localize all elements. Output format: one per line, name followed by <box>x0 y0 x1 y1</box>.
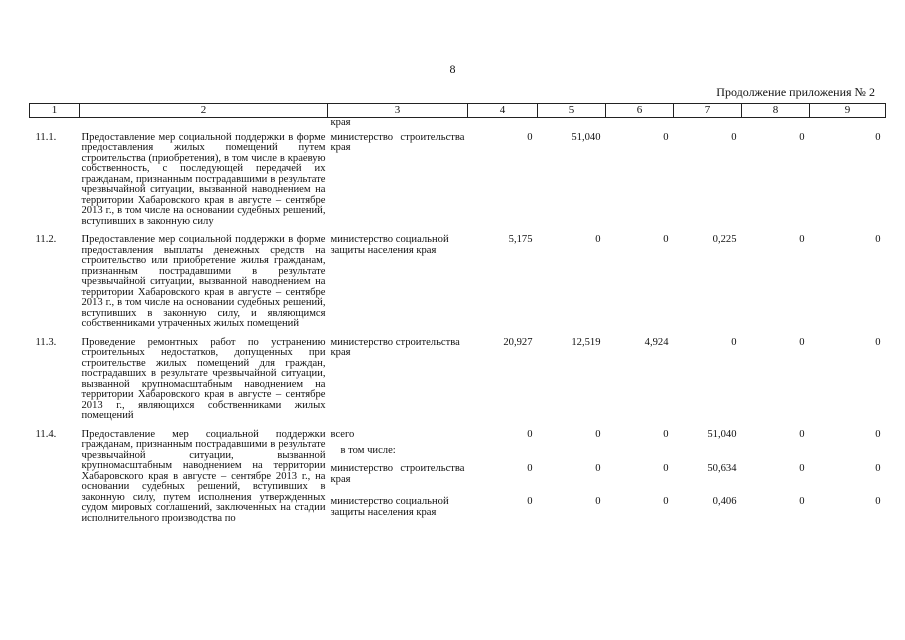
value-cell: 5,175 <box>508 234 533 245</box>
col-header-7: 7 <box>674 104 742 118</box>
col-header-1: 1 <box>30 104 80 118</box>
including-label: в том числе: <box>340 444 396 456</box>
value-cell: 0 <box>595 496 601 508</box>
value-cell: 0 <box>663 463 669 475</box>
row-executor: министерство социальной защиты населения края <box>330 234 449 256</box>
row-executor: министерство социальной защиты населения края <box>330 496 449 518</box>
col-header-4: 4 <box>468 104 538 118</box>
row-executor-total: всего <box>330 428 355 440</box>
value-cell: 0 <box>595 463 601 475</box>
col-header-3: 3 <box>328 104 468 118</box>
row-executor: министерство строительства края <box>330 131 465 153</box>
row-description: Проведение ремонтных работ по устранению строительных недостатков, допущенных при строительстве жилых помещений для граждан, пострадавших в результате чрезвычайной ситуации, вызванной крупномасштабным наводнением на территории Хабаровского края в августе – сентябре 2013 г., являющихся собственниками жилых помещений <box>81 336 326 421</box>
table-row <box>30 430 886 443</box>
carryover-text: края <box>330 117 351 128</box>
program-table <box>29 103 886 524</box>
value-cell: 0 <box>663 131 669 143</box>
page-number: 8 <box>449 62 456 76</box>
col-header-5: 5 <box>538 104 606 118</box>
table-row <box>30 338 886 422</box>
value-cell: 0 <box>799 336 805 348</box>
carryover-row <box>30 118 886 129</box>
value-cell: 0 <box>527 428 533 440</box>
row-description: Предоставление мер социальной поддержки в форме предоставления выплаты денежных средств на строительство или приобретение жилья гражданам, признанным пострадавшими в результате чрезвычайной ситуации, вызванной наводнением на территории Хабаровского края в августе – сентябре 2013 г., в том числе на основании судебных решений, вступивших в законную силу, и являющимся собственниками утраченных жилых помещений <box>81 234 326 329</box>
row-number: 11.4. <box>35 428 57 440</box>
value-cell: 0 <box>595 428 601 440</box>
value-cell: 0 <box>799 428 805 440</box>
value-cell: 0 <box>799 496 805 508</box>
row-description: Предоставление мер социальной поддержки в форме предоставления жилых помещений путем строительства (приобретения), в том числе в краевую собственность, с последующей передачей их гражданам, признанным пострадавшими в результате чрезвычайной ситуации, вызванной наводнением на территории Хабаровского края в августе – сентябре 2013 г., в том числе на основании судебных решений, вступивших в законную силу <box>81 131 326 227</box>
value-cell: 0 <box>663 428 669 440</box>
row-number: 11.2. <box>35 234 57 245</box>
value-cell: 0 <box>875 463 881 475</box>
value-cell: 0 <box>527 463 533 475</box>
col-header-2: 2 <box>80 104 328 118</box>
value-cell: 0 <box>875 234 881 245</box>
col-header-9: 9 <box>810 104 886 118</box>
value-cell: 0 <box>595 234 601 245</box>
value-cell: 0 <box>527 496 533 508</box>
row-number: 11.1. <box>35 131 57 143</box>
row-executor: министерство строительства края <box>330 463 465 485</box>
value-cell: 0,225 <box>712 234 737 245</box>
table-row <box>30 133 886 228</box>
row-description: Предоставление мер социальной поддержки гражданам, признанным пострадавшими в результате чрезвычайной ситуации, вызванной крупномасштабным наводнением на территории Хабаровского края в августе – сентябре 2013 г., на основании судебных решений, вступивших в законную силу, путем исполнения утвержденных судом мировых соглашений, заключенных на стадии исполнительного производства по <box>81 428 326 524</box>
table-header <box>30 104 886 118</box>
value-cell: 51,040 <box>571 131 601 143</box>
value-cell: 4,924 <box>644 336 669 348</box>
value-cell: 0 <box>663 234 669 245</box>
value-cell: 0 <box>875 496 881 508</box>
value-cell: 0 <box>875 336 881 348</box>
value-cell: 0,406 <box>712 496 737 508</box>
col-header-6: 6 <box>606 104 674 118</box>
row-executor: министерство строительства края <box>330 336 460 358</box>
value-cell: 0 <box>799 234 805 245</box>
row-number: 11.3. <box>35 336 57 348</box>
value-cell: 12,519 <box>571 336 601 348</box>
col-header-8: 8 <box>742 104 810 118</box>
value-cell: 20,927 <box>503 336 533 348</box>
value-cell: 0 <box>663 496 669 508</box>
value-cell: 51,040 <box>707 428 737 440</box>
value-cell: 0 <box>799 463 805 475</box>
value-cell: 0 <box>799 131 805 143</box>
table-row <box>30 235 886 330</box>
value-cell: 0 <box>875 131 881 143</box>
value-cell: 0 <box>527 131 533 143</box>
value-cell: 0 <box>731 131 737 143</box>
continuation-label: Продолжение приложения № 2 <box>716 85 875 99</box>
value-cell: 0 <box>875 428 881 440</box>
value-cell: 50,634 <box>707 463 737 475</box>
value-cell: 0 <box>731 336 737 348</box>
